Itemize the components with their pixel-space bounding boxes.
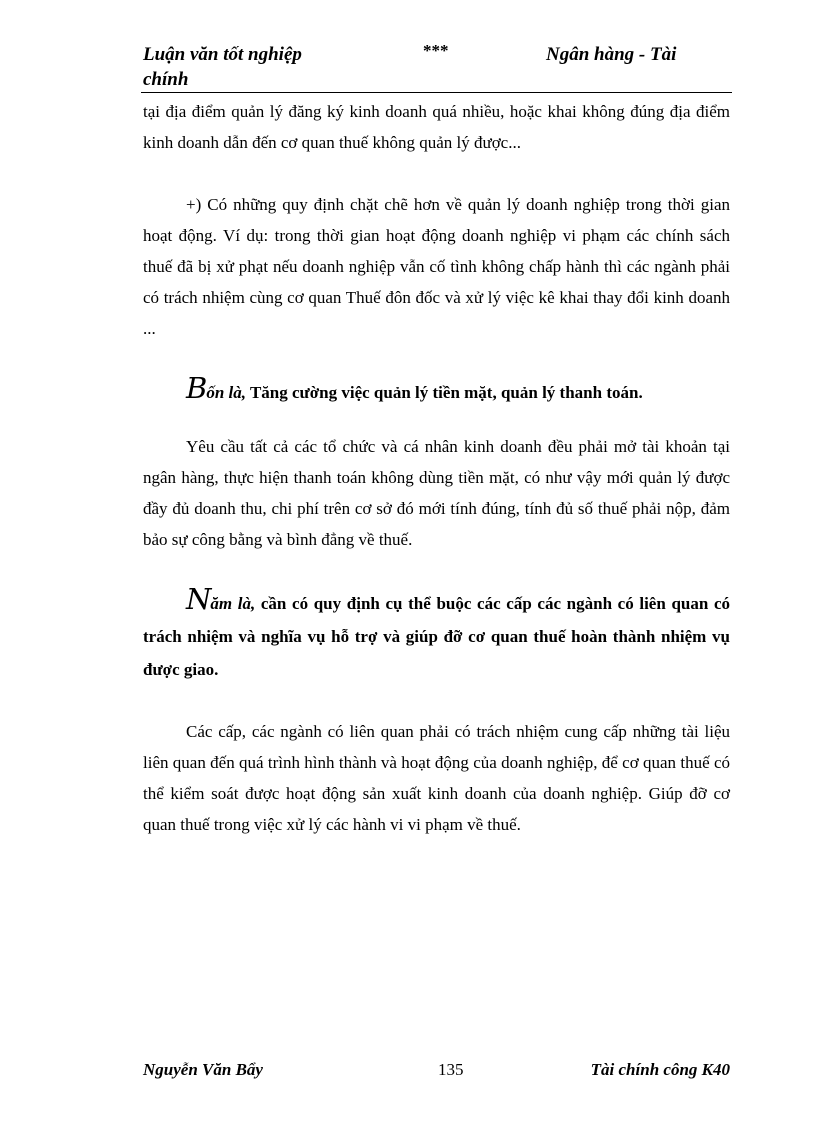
paragraph-4: Các cấp, các ngành có liên quan phải có trách nhiệm cung cấp những tài liệu liên quan đến quá trình hình thành và hoạt động của doanh nghiệp, để cơ quan thuế có thể kiểm soát được hoạt động sản xuất kinh doanh của doanh nghiệp. Giúp đỡ cơ quan thuế trong việc xử lý các hành vi vi phạm về thuế.: [143, 722, 730, 834]
section-heading-5: [143, 583, 730, 686]
paragraph-3: Yêu cầu tất cả các tổ chức và cá nhân kinh doanh đều phải mở tài khoản tại ngân hàng, thực hiện thanh toán không dùng tiền mặt, có như vậy mới quản lý được đầy đủ doanh thu, chi phí trên cơ sở đó mới tính đúng, tính đủ số thuế phải nộp, đảm bảo sự công bằng và bình đẳng về thuế.: [143, 437, 730, 549]
footer-author: Nguyễn Văn Bẩy: [143, 1060, 263, 1079]
heading-4-lead: ốn là,: [206, 383, 246, 402]
page-number: 135: [438, 1060, 464, 1079]
heading-5-initial: N: [186, 582, 211, 616]
paragraph-1: tại địa điểm quản lý đăng ký kinh doanh quá nhiều, hoặc khai không đúng địa điểm kinh doanh dẫn đến cơ quan thuế không quản lý được...: [143, 102, 730, 152]
heading-4-initial: B: [186, 371, 207, 405]
heading-4-text: Tăng cường việc quản lý tiền mặt, quản lý thanh toán.: [249, 383, 643, 402]
paragraph-2: +) Có những quy định chặt chẽ hơn về quản lý doanh nghiệp trong thời gian hoạt động. Ví dụ: trong thời gian hoạt động doanh nghiệp vi phạm các chính sách thuế đã bị xử phạt nếu doanh nghiệp vẫn cố tình không chấp hành thì các ngành phải có trách nhiệm cùng cơ quan Thuế đôn đốc và xử lý việc kê khai thay đổi kinh doanh ...: [143, 195, 730, 338]
header-title-left: Luận văn tốt nghiệp chính: [143, 44, 302, 90]
heading-5-text: cần có quy định cụ thể buộc các cấp các ngành có liên quan có trách nhiệm và nghĩa vụ hỗ trợ và giúp đỡ cơ quan thuế hoàn thành nhiệm vụ được giao.: [143, 594, 731, 679]
page-header: [141, 40, 732, 93]
document-body: [143, 96, 730, 840]
header-title-right: Ngân hàng - Tài: [546, 44, 677, 65]
footer-class: Tài chính công K40: [590, 1060, 730, 1079]
page-footer: [143, 1060, 730, 1088]
section-heading-4: [143, 370, 730, 411]
heading-5-lead: ăm là,: [210, 594, 256, 613]
header-separator: ***: [423, 41, 449, 60]
